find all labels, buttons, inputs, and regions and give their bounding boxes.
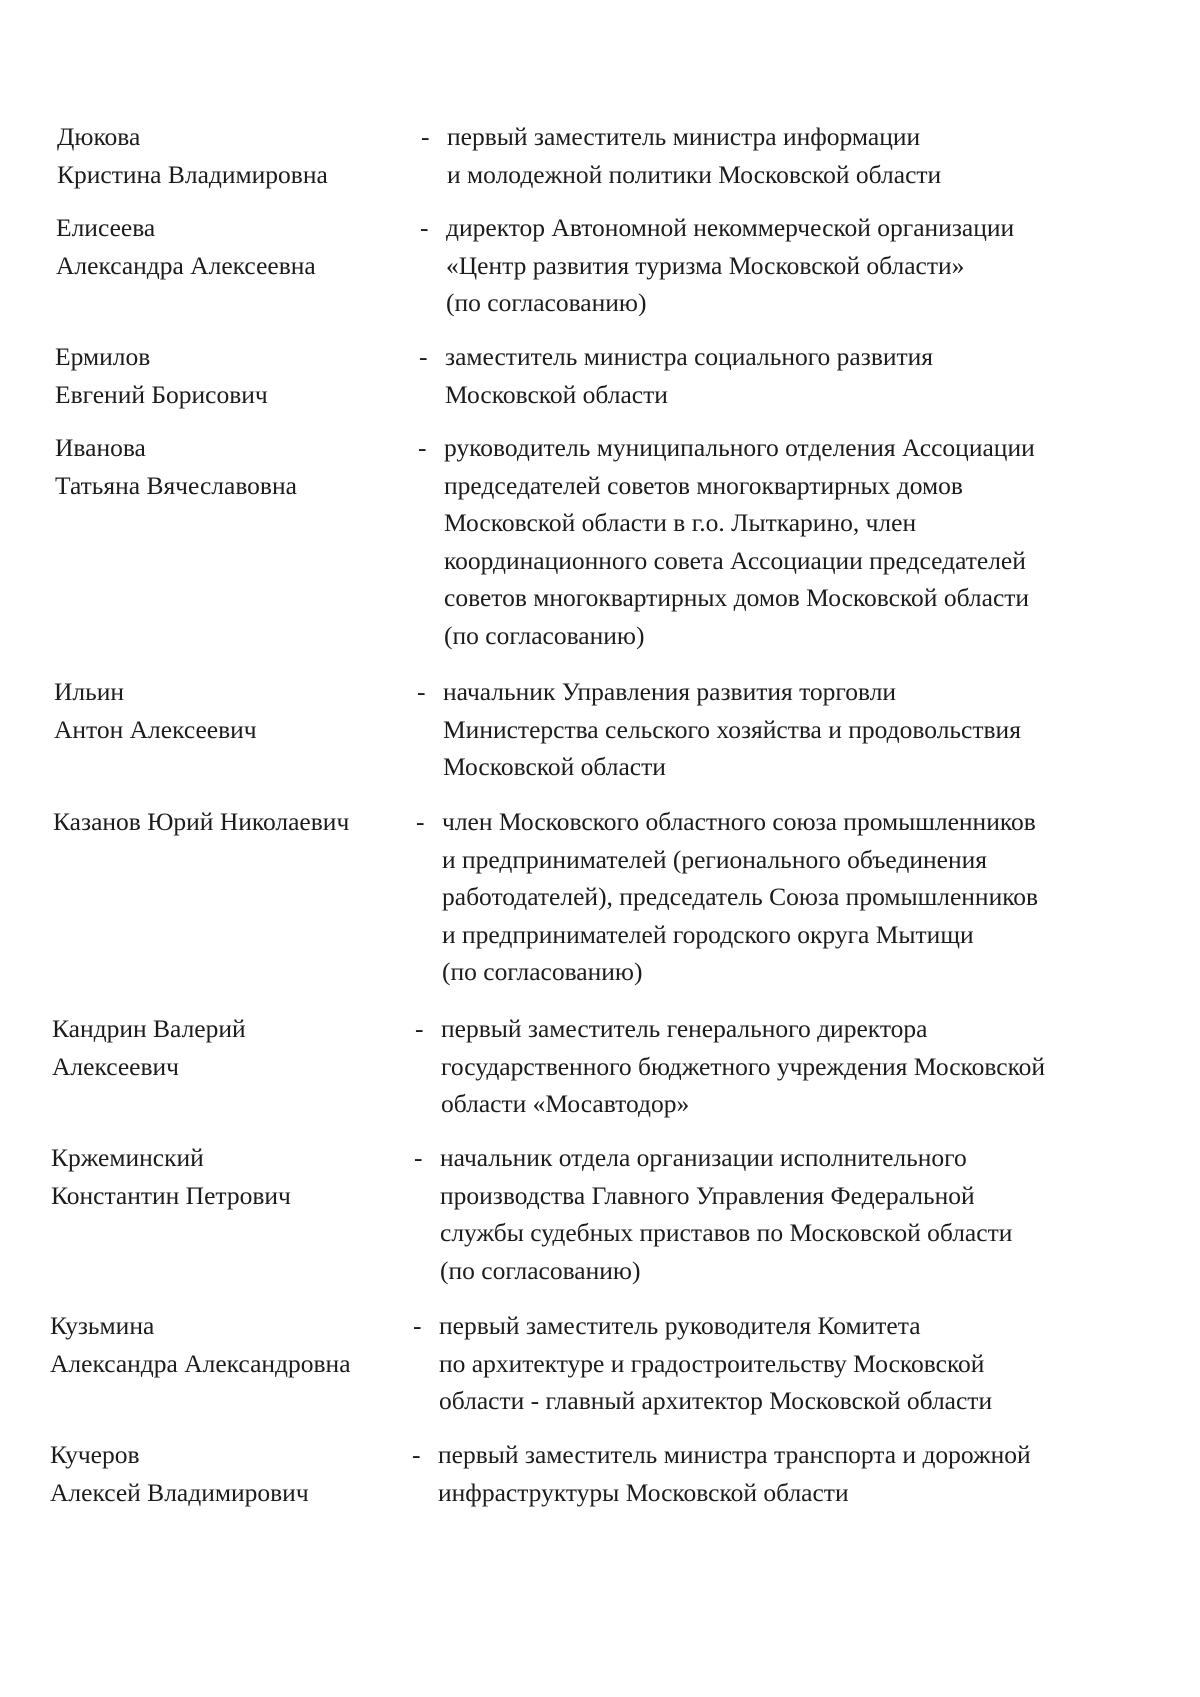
member-dash: - — [417, 677, 426, 706]
member-dash: - — [413, 1311, 422, 1340]
member-name: Ильин Антон Алексеевич — [54, 677, 257, 744]
member-description: первый заместитель министра информации и молодежной политики Московской области — [447, 122, 942, 189]
member-name: Дюкова Кристина Владимировна — [57, 122, 328, 189]
member-name: Иванова Татьяна Вячеславовна — [55, 433, 297, 500]
member-dash: - — [419, 342, 428, 371]
member-description: директор Автономной некоммерческой организации «Центр развития туризма Московской области» (по согласованию) — [446, 213, 1015, 317]
member-name: Кузьмина Александра Александровна — [50, 1311, 351, 1378]
member-name: Кандрин Валерий Алексеевич — [52, 1014, 246, 1081]
member-dash: - — [414, 1143, 423, 1172]
member-description: руководитель муниципального отделения Ассоциации председателей советов многоквартирных домов Московской области в г.о. Лыткарино, член координационного совета Ассоциации председателей советов многоквартирных домов Московской области (по согласованию) — [444, 433, 1035, 650]
member-name: Кржеминский Константин Петрович — [51, 1143, 291, 1210]
member-name: Ермилов Евгений Борисович — [55, 342, 268, 409]
member-dash: - — [418, 433, 427, 462]
member-name: Елисеева Александра Алексеевна — [56, 213, 316, 280]
member-name: Казанов Юрий Николаевич — [53, 807, 350, 836]
member-description: член Московского областного союза промышленников и предпринимателей (регионального объединения работодателей), председатель Союза промышленников и предпринимателей городского округа Мытищи (по согласованию) — [442, 807, 1039, 986]
member-description: первый заместитель руководителя Комитета по архитектуре и градостроительству Московской области - главный архитектор Московской области — [439, 1311, 993, 1415]
member-name: Кучеров Алексей Владимирович — [50, 1440, 309, 1507]
member-description: начальник отдела организации исполнительного производства Главного Управления Федеральной службы судебных приставов по Московской области (по согласованию) — [440, 1143, 1013, 1285]
member-dash: - — [421, 122, 430, 151]
member-dash: - — [420, 213, 429, 242]
member-description: первый заместитель генерального директора государственного бюджетного учреждения Московской области «Мосавтодор» — [441, 1014, 1046, 1118]
member-dash: - — [415, 1014, 424, 1043]
member-dash: - — [412, 1440, 421, 1469]
member-description: первый заместитель министра транспорта и дорожной инфраструктуры Московской области — [438, 1440, 1031, 1507]
member-description: заместитель министра социального развития Московской области — [445, 342, 934, 409]
member-description: начальник Управления развития торговли Министерства сельского хозяйства и продовольствия Московской области — [443, 677, 1021, 781]
member-dash: - — [416, 807, 425, 836]
